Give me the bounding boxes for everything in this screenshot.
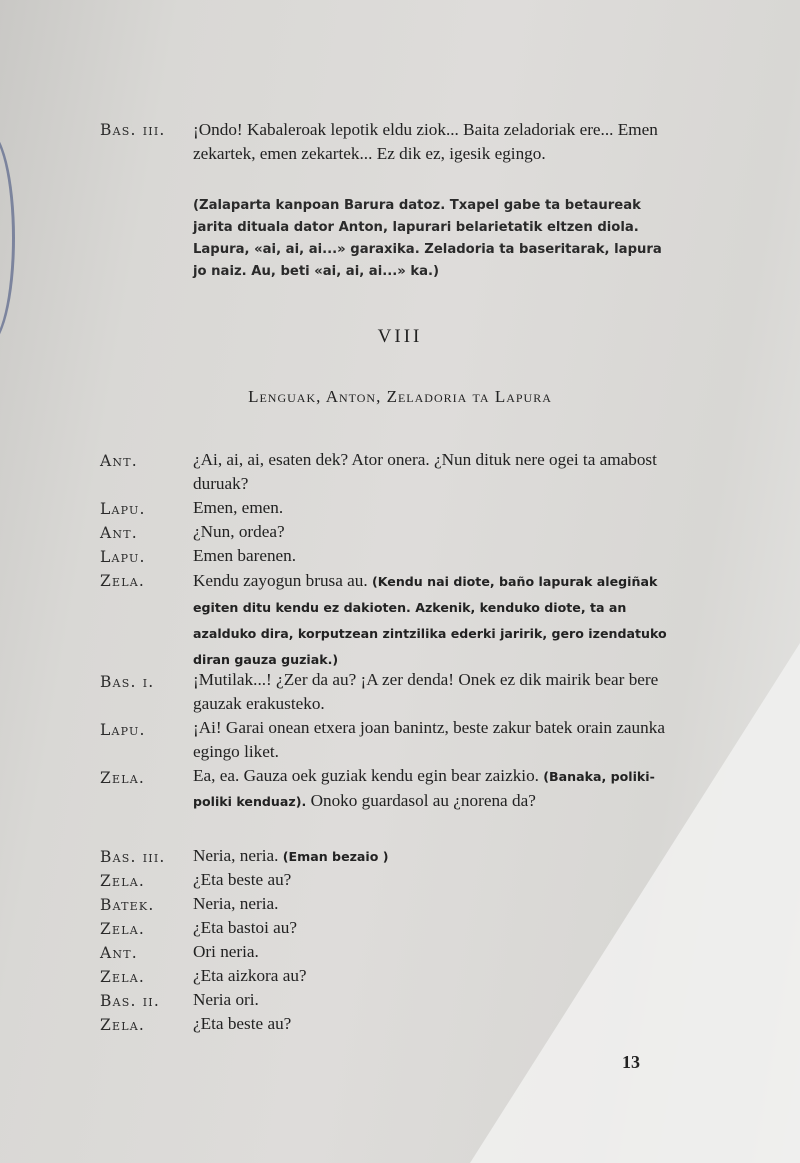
dialogue-text: ¿Eta beste au? xyxy=(193,870,292,889)
speaker-label: Zela. xyxy=(100,920,145,938)
speaker-label: Zela. xyxy=(100,1016,145,1034)
stage-direction: (Zalaparta kanpoan Barura datoz. Txapel gabe ta betaureak jarita dituala dator Anton, lapurari belarietatik eltzen diola. Lapura, «ai, ai, ai...» garaxika. Zeladoria ta baseritarak, lapura jo naiz. Au, beti «ai, ai, ai...» ka.) xyxy=(193,198,662,279)
speaker-label: Batek. xyxy=(100,896,155,914)
dialogue-text: ¡Mutilak...! ¿Zer da au? ¡A zer denda! Onek ez dik mairik bear bere gauzak erakusteko. xyxy=(193,670,659,713)
dialogue-text: ¡Ai! Garai onean etxera joan banintz, beste zakur batek orain zaunka egingo liket. xyxy=(193,718,665,761)
dialogue-text: Neria, neria. xyxy=(193,846,279,865)
speaker-label: Zela. xyxy=(100,769,145,787)
dialogue-text: Emen barenen. xyxy=(193,546,297,565)
dialogue-text: ¿Eta beste au? xyxy=(193,1014,292,1033)
speaker-label: Lapu. xyxy=(100,721,146,739)
dialogue-block xyxy=(193,764,678,814)
speaker-label: Zela. xyxy=(100,872,145,890)
stage-direction: (Eman bezaio ) xyxy=(282,849,389,864)
dialogue-text: Emen, emen. xyxy=(193,498,284,517)
dialogue-block xyxy=(193,568,678,672)
speaker-label: Zela. xyxy=(100,968,145,986)
speaker-label: Lapu. xyxy=(100,500,146,518)
stage-direction: (Banaka, poliki-poliki kenduaz). xyxy=(193,769,655,809)
dialogue-text: ¿Eta aizkora au? xyxy=(193,966,307,985)
dialogue-text: Kendu zayogun brusa au. xyxy=(193,571,368,590)
speaker-label: Ant. xyxy=(100,524,138,542)
dialogue-text: Neria, neria. xyxy=(193,894,279,913)
binding-mark xyxy=(0,130,15,346)
dialogue-text: ¿Eta bastoi au? xyxy=(193,918,298,937)
dialogue-text: Ori neria. xyxy=(193,942,259,961)
page-number: 13 xyxy=(622,1052,640,1072)
scene-number: VIII xyxy=(377,326,423,347)
speaker-label: Zela. xyxy=(100,572,145,590)
speaker-label: Bas. i. xyxy=(100,673,155,691)
dialogue-text: ¿Ai, ai, ai, esaten dek? Ator onera. ¿Nun dituk nere ogei ta amabost duruak? xyxy=(193,450,657,493)
dialogue-text: ¡Ondo! Kabaleroak lepotik eldu ziok... Baita zeladoriak ere... Emen zekartek, emen zekartek... Ez dik ez, igesik egingo. xyxy=(193,120,658,163)
speaker-label: Bas. iii. xyxy=(100,121,166,139)
speaker-label: Bas. ii. xyxy=(100,992,160,1010)
dialogue-text: Neria ori. xyxy=(193,990,259,1009)
dialogue-text: Onoko guardasol au ¿norena da? xyxy=(310,791,536,810)
speaker-label: Lapu. xyxy=(100,548,146,566)
dialogue-text: ¿Nun, ordea? xyxy=(193,522,285,541)
speaker-label: Bas. iii. xyxy=(100,848,166,866)
speaker-label: Ant. xyxy=(100,452,138,470)
dialogue-block xyxy=(193,844,678,869)
stage-direction: (Kendu nai diote, baño lapurak alegiñak egiten ditu kendu ez dakioten. Azkenik, kenduko diote, ta an azalduko dira, korputzean zintzilika ederki jaririk, gero izendatuko diran gauza guziak.) xyxy=(193,574,667,667)
speaker-label: Ant. xyxy=(100,944,138,962)
dialogue-text: Ea, ea. Gauza oek guziak kendu egin bear zaizkio. xyxy=(193,766,539,785)
scene-heading: Lenguak, Anton, Zeladoria ta Lapura xyxy=(248,387,552,406)
